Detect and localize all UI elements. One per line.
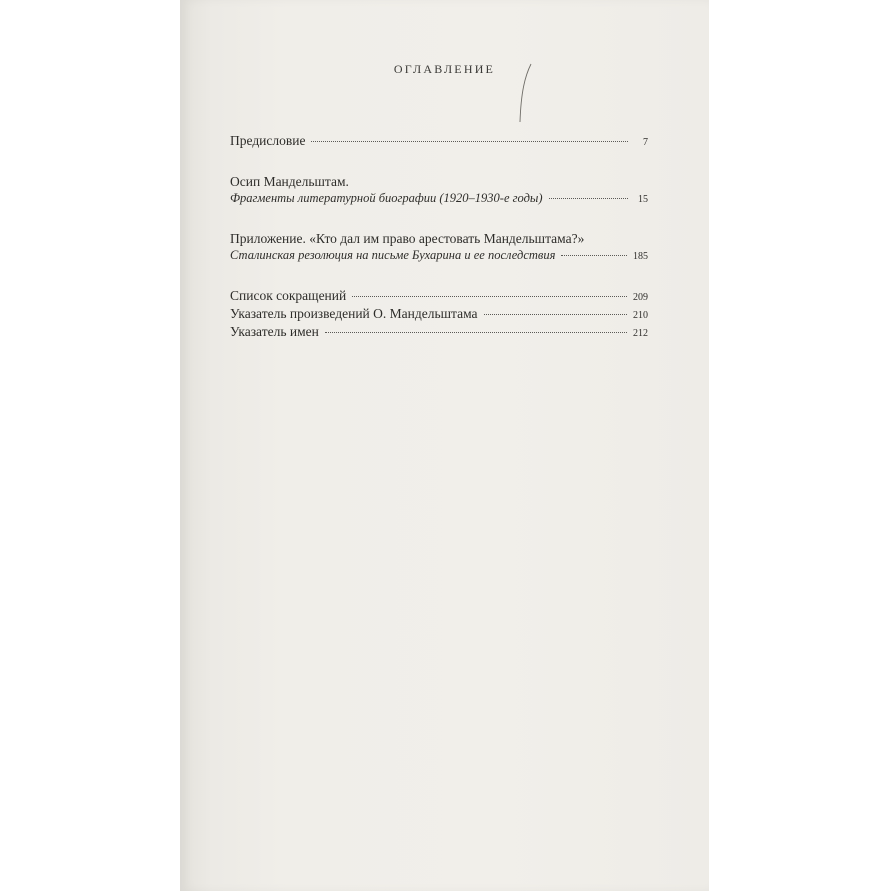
toc-row bbox=[230, 288, 648, 306]
dot-leader bbox=[352, 296, 627, 297]
entry-label: Указатель произведений О. Мандельштама bbox=[230, 306, 478, 321]
toc-row bbox=[230, 190, 648, 208]
contents-heading: ОГЛАВЛЕНИЕ bbox=[393, 62, 496, 76]
dot-leader bbox=[325, 332, 627, 333]
entry-title: Осип Мандельштам. bbox=[230, 174, 349, 189]
entry-label: Предисловие bbox=[230, 133, 306, 148]
toc-row bbox=[230, 133, 648, 151]
dot-leader bbox=[561, 255, 627, 256]
entry-title: Приложение. «Кто дал им право арестовать Мандельштама?» bbox=[230, 231, 585, 246]
entry-label: Список сокращений bbox=[230, 288, 347, 303]
entry-label: Указатель имен bbox=[230, 324, 319, 339]
toc-entry-names-index bbox=[230, 324, 648, 342]
page-number: 210 bbox=[633, 310, 648, 321]
page-number: 185 bbox=[633, 251, 648, 262]
toc-entry-abbreviations bbox=[230, 288, 648, 306]
toc-entry-preface bbox=[230, 133, 648, 151]
toc-entry-works-index bbox=[230, 306, 648, 324]
dot-leader bbox=[311, 141, 628, 142]
toc-row bbox=[230, 247, 648, 265]
dot-leader bbox=[484, 314, 627, 315]
entry-subtitle: Сталинская резолюция на письме Бухарина и ее последствия bbox=[230, 248, 556, 262]
toc-row bbox=[230, 324, 648, 342]
toc-row bbox=[230, 306, 648, 324]
page-number: 7 bbox=[643, 137, 648, 148]
page-number: 209 bbox=[633, 292, 648, 303]
dot-leader bbox=[549, 198, 628, 199]
page-number: 212 bbox=[633, 328, 648, 339]
entry-subtitle: Фрагменты литературной биографии (1920–1930-е годы) bbox=[230, 191, 543, 205]
page-number: 15 bbox=[638, 194, 648, 205]
toc-entry-appendix bbox=[230, 231, 648, 265]
toc-entry-mandelstam bbox=[230, 174, 648, 208]
book-page bbox=[180, 0, 709, 891]
